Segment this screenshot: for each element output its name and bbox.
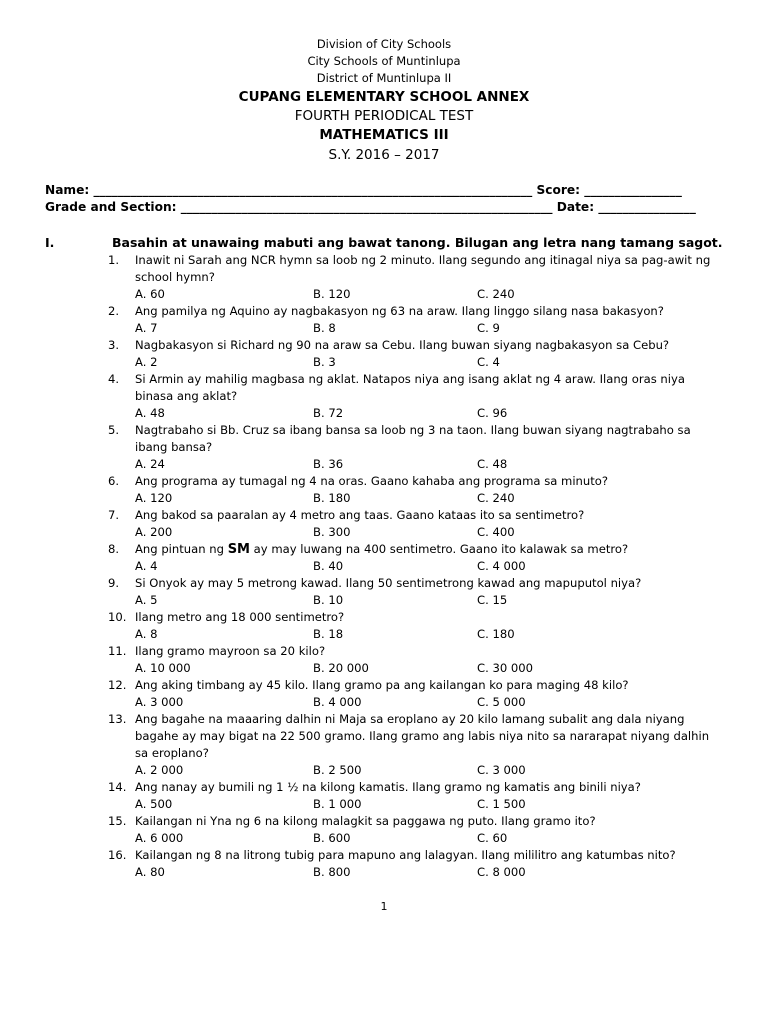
option-c[interactable]: C. 60 (477, 831, 508, 845)
question-text: Ilang metro ang 18 000 sentimetro? (135, 610, 345, 624)
grade-date-row (45, 200, 721, 214)
option-a[interactable]: A. 8 (135, 627, 158, 641)
question-text-emphasis: SM (227, 542, 250, 557)
question-text: Kailangan ng 8 na litrong tubig para mapuno ang lalagyan. Ilang mililitro ang katumbas nito? (135, 848, 676, 862)
question-text (135, 541, 718, 558)
option-b[interactable]: B. 18 (313, 627, 344, 641)
answer-options (135, 626, 718, 643)
answer-options (135, 354, 718, 371)
name-score-row (45, 183, 721, 197)
question-number: 8. (108, 542, 120, 556)
school-year: S.Y. 2016 – 2017 (328, 147, 440, 163)
answer-options (135, 796, 718, 813)
answer-options (135, 558, 718, 575)
question-text: Ang bagahe na maaaring dalhin ni Maja sa eroplano ay 20 kilo lamang subalit ang dala niyang bagahe ay may bigat na 22 500 gramo. Ilang gramo ang labis niya nito sa nararapat niyang dalhin sa eroplano? (135, 712, 710, 760)
option-a[interactable]: A. 48 (135, 406, 165, 420)
score-field[interactable]: ________________ (584, 183, 682, 197)
city-line: City Schools of Muntinlupa (307, 54, 461, 68)
question-number: 4. (108, 372, 120, 386)
option-c[interactable]: C. 240 (477, 491, 515, 505)
question-list (108, 252, 718, 881)
option-c[interactable]: C. 48 (477, 457, 508, 471)
answer-options (135, 830, 718, 847)
option-a[interactable]: A. 120 (135, 491, 173, 505)
option-a[interactable]: A. 80 (135, 865, 165, 879)
option-b[interactable]: B. 600 (313, 831, 351, 845)
option-a[interactable]: A. 3 000 (135, 695, 184, 709)
question-number: 5. (108, 423, 120, 437)
option-b[interactable]: B. 10 (313, 593, 344, 607)
subject-title: MATHEMATICS III (319, 127, 449, 143)
answer-options (135, 660, 718, 677)
question-text: Ang bakod sa paaralan ay 4 metro ang taas. Gaano kataas ito sa sentimetro? (135, 508, 585, 522)
question-number: 15. (108, 814, 127, 828)
option-b[interactable]: B. 20 000 (313, 661, 369, 675)
question-13 (108, 711, 718, 779)
answer-options (135, 490, 718, 507)
question-number: 3. (108, 338, 120, 352)
question-1 (108, 252, 718, 303)
test-title: FOURTH PERIODICAL TEST (294, 108, 474, 124)
option-a[interactable]: A. 7 (135, 321, 158, 335)
question-text: Nagbakasyon si Richard ng 90 na araw sa Cebu. Ilang buwan siyang nagbakasyon sa Cebu? (135, 338, 670, 352)
question-text: Si Armin ay mahilig magbasa ng aklat. Natapos niya ang isang aklat ng 4 araw. Ilang oras niya binasa ang aklat? (135, 372, 685, 403)
answer-options (135, 694, 718, 711)
instruction-text: Basahin at unawaing mabuti ang bawat tanong. Bilugan ang letra nang tamang sagot. (112, 235, 723, 250)
question-4 (108, 371, 718, 422)
question-2 (108, 303, 718, 337)
district-line: District of Muntinlupa II (316, 71, 452, 85)
option-c[interactable]: C. 8 000 (477, 865, 526, 879)
option-b[interactable]: B. 120 (313, 287, 351, 301)
question-number: 2. (108, 304, 120, 318)
date-label: Date: (556, 200, 595, 214)
option-b[interactable]: B. 36 (313, 457, 344, 471)
name-field[interactable]: ________________________________________________________________________ (93, 183, 533, 197)
question-number: 16. (108, 848, 127, 862)
question-number: 1. (108, 253, 120, 267)
question-5 (108, 422, 718, 473)
question-number: 14. (108, 780, 127, 794)
option-a[interactable]: A. 10 000 (135, 661, 191, 675)
option-b[interactable]: B. 2 500 (313, 763, 362, 777)
option-c[interactable]: C. 9 (477, 321, 500, 335)
option-b[interactable]: B. 3 (313, 355, 336, 369)
answer-options (135, 762, 718, 779)
question-text: Kailangan ni Yna ng 6 na kilong malagkit sa paggawa ng puto. Ilang gramo ito? (135, 814, 596, 828)
answer-options (135, 286, 718, 303)
question-text: Ang nanay ay bumili ng 1 ½ na kilong kamatis. Ilang gramo ng kamatis ang binili niya? (135, 780, 641, 794)
grade-section-field[interactable]: _____________________________________________________________ (180, 200, 553, 214)
section-number: I. (45, 235, 55, 250)
option-a[interactable]: A. 24 (135, 457, 165, 471)
question-6 (108, 473, 718, 507)
date-field[interactable]: ________________ (598, 200, 696, 214)
question-number: 7. (108, 508, 120, 522)
option-b[interactable]: B. 8 (313, 321, 336, 335)
question-text: Ang aking timbang ay 45 kilo. Ilang gramo pa ang kailangan ko para maging 48 kilo? (135, 678, 629, 692)
question-number: 11. (108, 644, 127, 658)
question-15 (108, 813, 718, 847)
option-a[interactable]: A. 4 (135, 559, 158, 573)
option-b[interactable]: B. 72 (313, 406, 344, 420)
answer-options (135, 864, 718, 881)
question-9 (108, 575, 718, 609)
question-number: 10. (108, 610, 127, 624)
option-c[interactable]: C. 180 (477, 627, 515, 641)
option-b[interactable]: B. 800 (313, 865, 351, 879)
option-b[interactable]: B. 40 (313, 559, 344, 573)
option-a[interactable]: A. 6 000 (135, 831, 184, 845)
answer-options (135, 592, 718, 609)
option-b[interactable]: B. 300 (313, 525, 351, 539)
question-12 (108, 677, 718, 711)
question-text: Si Onyok ay may 5 metrong kawad. Ilang 50 sentimetrong kawad ang mapuputol niya? (135, 576, 642, 590)
option-c[interactable]: C. 240 (477, 287, 515, 301)
option-b[interactable]: B. 180 (313, 491, 351, 505)
option-a[interactable]: A. 60 (135, 287, 165, 301)
document-header (0, 36, 768, 165)
question-11 (108, 643, 718, 677)
question-7 (108, 507, 718, 541)
grade-section-label: Grade and Section: (45, 200, 177, 214)
question-8 (108, 541, 718, 575)
question-number: 9. (108, 576, 120, 590)
question-14 (108, 779, 718, 813)
option-c[interactable]: C. 30 000 (477, 661, 534, 675)
option-b[interactable]: B. 1 000 (313, 797, 362, 811)
question-text: Nagtrabaho si Bb. Cruz sa ibang bansa sa loob ng 3 na taon. Ilang buwan siyang nagtrabaho sa ibang bansa? (135, 423, 691, 454)
question-number: 6. (108, 474, 120, 488)
option-a[interactable]: A. 500 (135, 797, 173, 811)
answer-options (135, 320, 718, 337)
name-label: Name: (45, 183, 90, 197)
page-number: 1 (380, 900, 388, 913)
question-text: Ang pamilya ng Aquino ay nagbakasyon ng 63 na araw. Ilang linggo silang nasa bakasyon? (135, 304, 664, 318)
question-16 (108, 847, 718, 881)
question-text-part: Ang pintuan ng (135, 542, 228, 556)
answer-options (135, 524, 718, 541)
option-a[interactable]: A. 5 (135, 593, 158, 607)
option-c[interactable]: C. 96 (477, 406, 508, 420)
option-a[interactable]: A. 2 000 (135, 763, 184, 777)
score-label: Score: (536, 183, 581, 197)
question-text: Inawit ni Sarah ang NCR hymn sa loob ng 2 minuto. Ilang segundo ang itinagal niya sa pag-awit ng school hymn? (135, 253, 711, 284)
option-c[interactable]: C. 15 (477, 593, 508, 607)
answer-options (135, 405, 718, 422)
question-text: Ang programa ay tumagal ng 4 na oras. Gaano kahaba ang programa sa minuto? (135, 474, 609, 488)
question-number: 12. (108, 678, 127, 692)
division-line: Division of City Schools (316, 37, 452, 51)
option-b[interactable]: B. 4 000 (313, 695, 362, 709)
question-text: Ilang gramo mayroon sa 20 kilo? (135, 644, 326, 658)
question-text-part: ay may luwang na 400 sentimetro. Gaano ito kalawak sa metro? (250, 542, 629, 556)
answer-options (135, 456, 718, 473)
option-c[interactable]: C. 4 000 (477, 559, 526, 573)
option-c[interactable]: C. 3 000 (477, 763, 526, 777)
option-c[interactable]: C. 400 (477, 525, 515, 539)
option-a[interactable]: A. 200 (135, 525, 173, 539)
question-number: 13. (108, 712, 127, 726)
option-a[interactable]: A. 2 (135, 355, 158, 369)
option-c[interactable]: C. 1 500 (477, 797, 526, 811)
option-c[interactable]: C. 4 (477, 355, 500, 369)
school-name: CUPANG ELEMENTARY SCHOOL ANNEX (238, 89, 530, 105)
question-10 (108, 609, 718, 643)
option-c[interactable]: C. 5 000 (477, 695, 526, 709)
question-3 (108, 337, 718, 371)
